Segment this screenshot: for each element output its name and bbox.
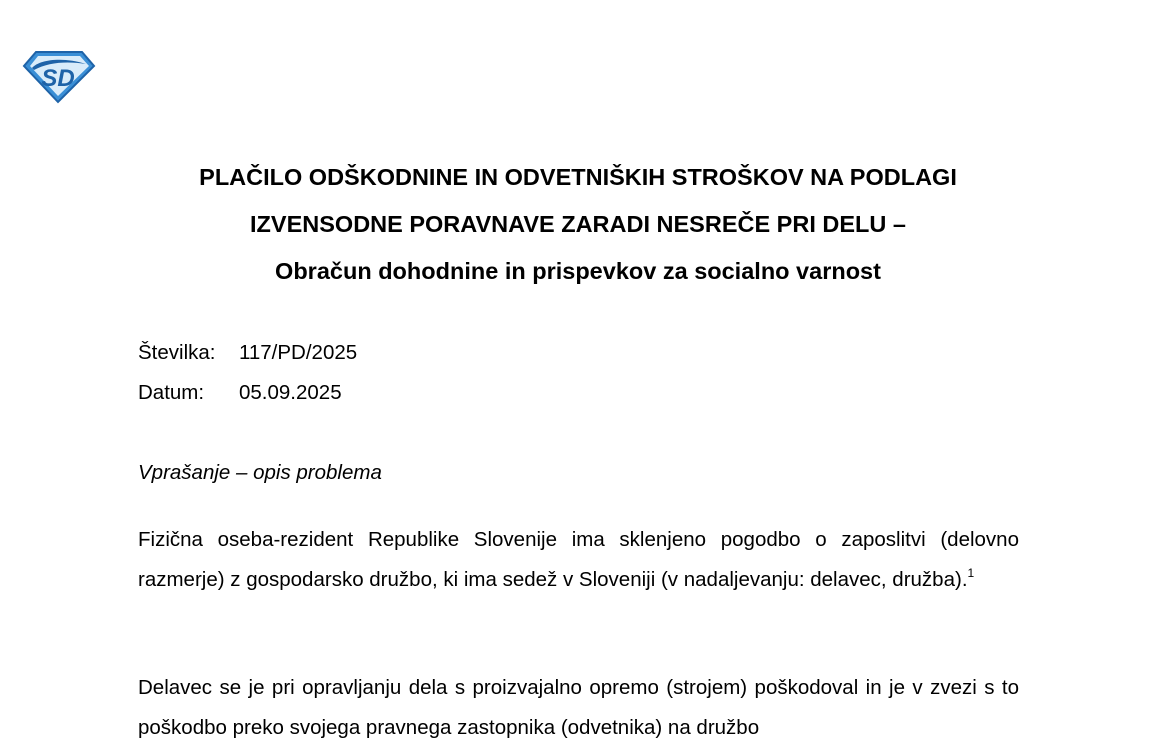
- document-title: [120, 154, 1036, 295]
- date-value: 05.09.2025: [239, 381, 342, 404]
- company-logo: [22, 48, 96, 104]
- date-label: Datum:: [138, 381, 205, 404]
- title-line-3: Obračun dohodnine in prispevkov za socialno varnost: [275, 258, 881, 284]
- paragraph-1-text: Fizična oseba-rezident Republike Slovenije ima sklenjeno pogodbo o zaposlitvi (delovno razmerje) z gospodarsko družbo, ki ima sedež v Sloveniji (v nadaljevanju: delavec, družba).: [138, 528, 1019, 591]
- paragraph-2: Delavec se je pri opravljanju dela s proizvajalno opremo (strojem) poškodoval in je v zvezi s to poškodbo preko svojega pravnega zastopnika (odvetnika) na družbo: [138, 676, 1019, 739]
- title-line-2: IZVENSODNE PORAVNAVE ZARADI NESREČE PRI DELU –: [250, 211, 906, 237]
- paragraph-1: [138, 520, 1019, 600]
- document-meta: [138, 340, 357, 420]
- number-value: 117/PD/2025: [239, 341, 358, 364]
- sd-shield-icon: [22, 48, 96, 104]
- title-line-1: PLAČILO ODŠKODNINE IN ODVETNIŠKIH STROŠKOV NA PODLAGI: [199, 164, 957, 190]
- section-heading: Vprašanje – opis problema: [138, 461, 382, 484]
- date-row: [138, 380, 357, 420]
- logo-letters: SD: [41, 65, 75, 92]
- number-row: [138, 340, 357, 380]
- footnote-ref[interactable]: 1: [967, 566, 975, 580]
- number-label: Številka:: [138, 341, 216, 364]
